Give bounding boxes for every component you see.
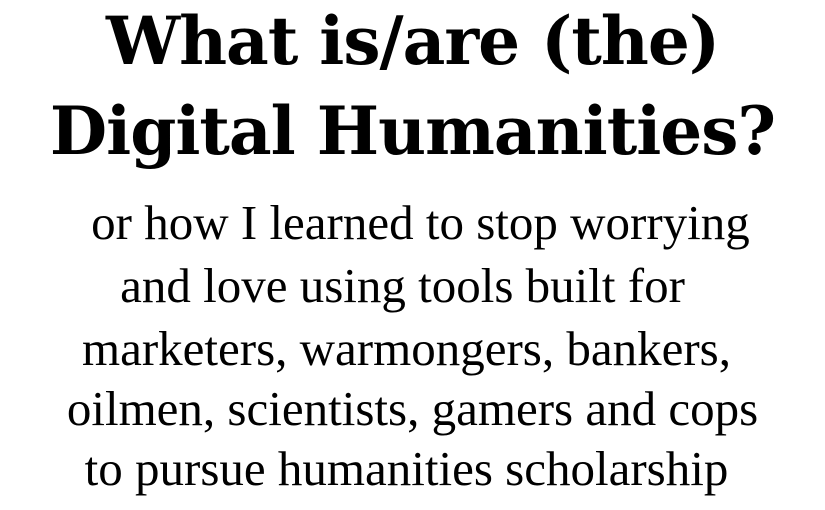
title-line-1: What is/are (the) xyxy=(105,2,720,80)
subtitle-line-2: and love using tools built for xyxy=(120,258,685,313)
subtitle-line-4: oilmen, scientists, gamers and cops xyxy=(66,381,759,436)
subtitle-line-1: or how I learned to stop worrying xyxy=(91,195,750,250)
subtitle-line-5: to pursue humanities scholarship xyxy=(84,441,729,496)
subtitle-line-3: marketers, warmongers, bankers, xyxy=(81,321,731,376)
title-line-2: Digital Humanities? xyxy=(49,92,776,170)
